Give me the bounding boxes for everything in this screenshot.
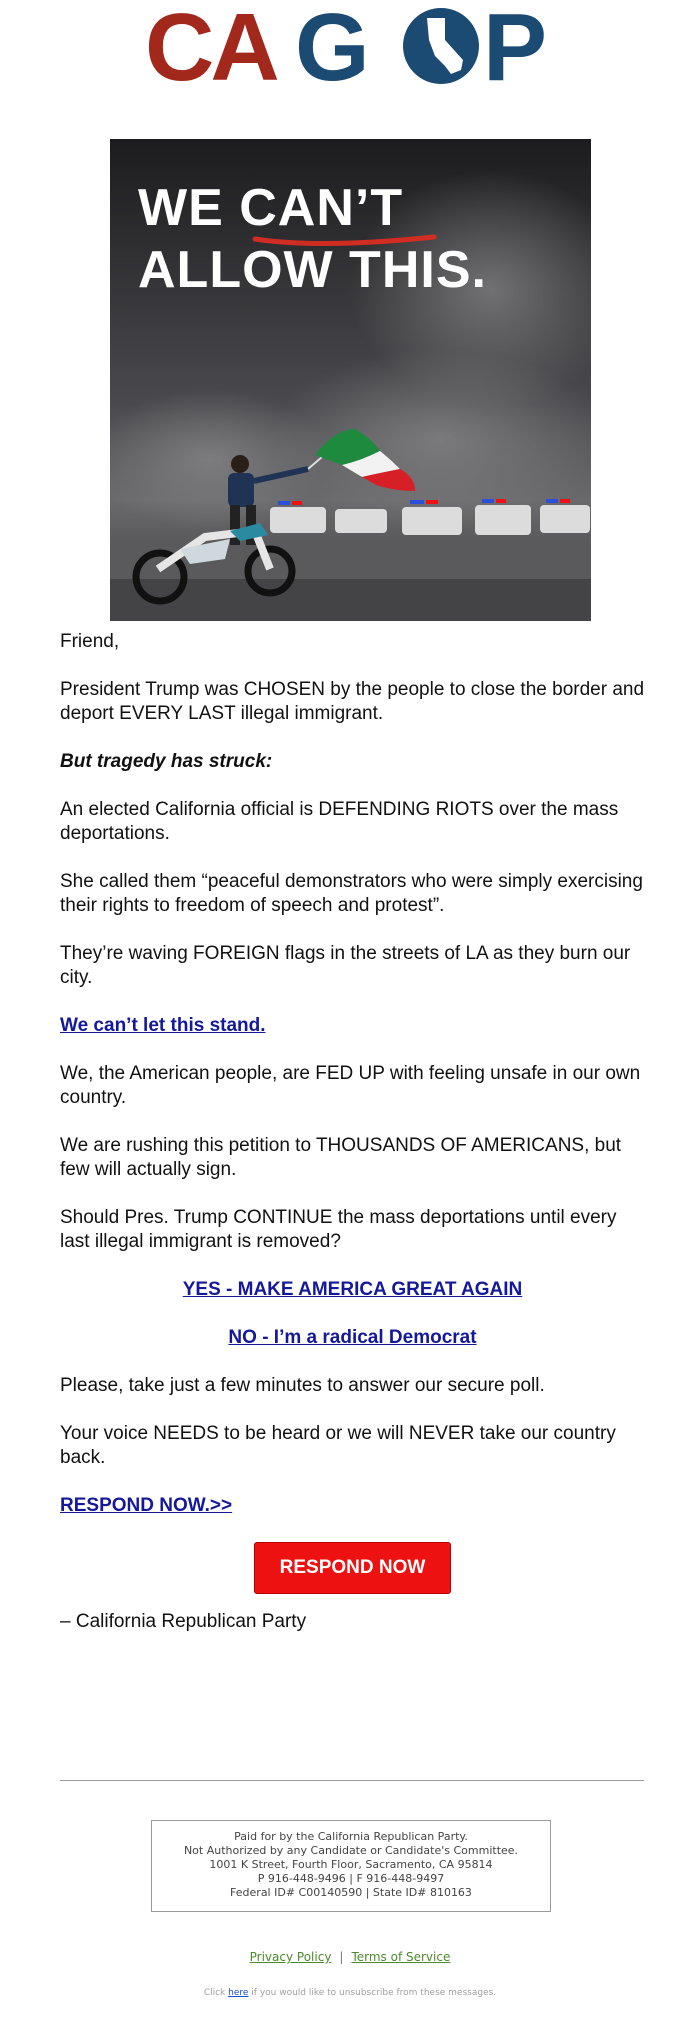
unsubscribe-suffix: if you would like to unsubscribe from these messages. [248,1988,497,1998]
paragraph-quote: She called them “peaceful demonstrators who were simply exercising their rights to freedom of speech and protest”. [60,871,643,916]
greeting: Friend, [60,631,120,652]
paid-for-disclaimer [151,1820,551,1912]
footer-divider [60,1780,644,1781]
cagop-logo[interactable] [0,4,700,90]
signature: – California Republican Party [60,1611,307,1632]
paragraph-fed-up: We, the American people, are FED UP with feeling unsafe in our own country. [60,1063,641,1108]
link-no-democrat[interactable]: NO - I’m a radical Democrat [228,1327,477,1348]
hero-headline [138,177,487,301]
police-cars [270,505,590,535]
hero-headline-line1: WE CAN’T [138,179,404,237]
hero-image[interactable] [110,139,591,621]
footer-links [0,1950,700,1964]
disclaimer-line: 1001 K Street, Fourth Floor, Sacramento, CA 95814 [209,1858,493,1871]
paragraph-petition: We are rushing this petition to THOUSANDS OF AMERICANS, but few will actually sign. [60,1135,622,1180]
paragraph-voice: Your voice NEEDS to be heard or we will NEVER take our country back. [60,1423,616,1468]
unsubscribe-link[interactable]: here [228,1988,249,1998]
unsubscribe-prefix: Click [203,1988,229,1998]
link-respond-now[interactable]: RESPOND NOW.>> [60,1495,233,1516]
link-cant-let-stand[interactable]: We can’t let this stand. [60,1015,266,1036]
email-body [60,630,645,1658]
paragraph-chosen: President Trump was CHOSEN by the people to close the border and deport EVERY LAST illegal immigrant. [60,679,645,724]
paragraph-secure-poll: Please, take just a few minutes to answer our secure poll. [60,1375,545,1396]
svg-text:P: P [483,4,548,88]
footer-link-separator: | [339,1950,344,1964]
paragraph-tragedy: But tragedy has struck: [60,751,273,772]
disclaimer-line: Not Authorized by any Candidate or Candidate's Committee. [183,1844,519,1857]
hero-headline-line2: ALLOW THIS. [138,241,487,299]
disclaimer-line: Paid for by the California Republican Party. [234,1830,468,1843]
link-yes-maga[interactable]: YES - MAKE AMERICA GREAT AGAIN [182,1279,523,1300]
paragraph-official: An elected California official is DEFENDING RIOTS over the mass deportations. [60,799,619,844]
disclaimer-line: P 916-448-9496 | F 916-448-9497 [257,1872,445,1885]
respond-now-button[interactable]: RESPOND NOW [254,1542,451,1594]
svg-text:G: G [295,4,366,88]
unsubscribe-line [0,1988,700,1998]
cagop-logo-mark [145,4,555,88]
privacy-policy-link[interactable]: Privacy Policy [249,1950,332,1964]
svg-text:CA: CA [145,4,276,88]
paragraph-flags: They’re waving FOREIGN flags in the streets of LA as they burn our city. [60,943,631,988]
paragraph-question: Should Pres. Trump CONTINUE the mass deportations until every last illegal immigrant is removed? [60,1207,617,1252]
disclaimer-line: Federal ID# C00140590 | State ID# 810163 [230,1886,472,1899]
terms-of-service-link[interactable]: Terms of Service [351,1950,451,1964]
